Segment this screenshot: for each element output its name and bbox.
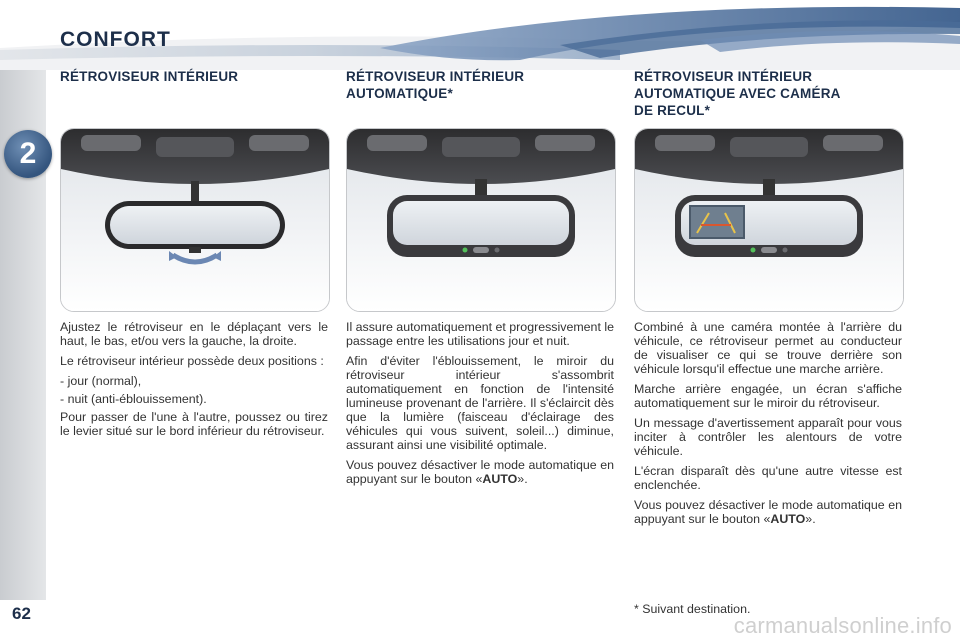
watermark: carmanualsonline.info xyxy=(733,613,952,638)
heading-line: AUTOMATIQUE AVEC CAMÉRA xyxy=(634,86,841,101)
heading-line: AUTOMATIQUE* xyxy=(346,86,453,101)
footnote: * Suivant destination. xyxy=(634,602,751,616)
page-number: 62 xyxy=(12,604,31,623)
col2-heading xyxy=(346,68,524,102)
paragraph xyxy=(634,498,902,526)
page-title: CONFORT xyxy=(60,28,171,51)
paragraph: Un message d'avertissement apparaît pour vous inciter à contrôler les alentours de votre véhicule. xyxy=(634,416,902,458)
list-item: - nuit (anti-éblouissement). xyxy=(60,392,207,406)
chapter-tab xyxy=(4,130,52,178)
paragraph: Afin d'éviter l'éblouissement, le miroir du rétroviseur intérieur s'assombrit automatiquement en fonction de l'intensité lumineuse provenant de l'arrière. Il s'éclaircit dès que la lumière (faisceau d'éclairage des véhicules qui vous suivent, soleil...) diminue, assurant ainsi une visibilité optimale. xyxy=(346,354,614,452)
heading-line: RÉTROVISEUR INTÉRIEUR xyxy=(346,69,525,84)
paragraph: Il assure automatiquement et progressivement le passage entre les utilisations jour et nuit. xyxy=(346,320,614,348)
col1-text xyxy=(60,320,328,444)
heading-line: DE RECUL* xyxy=(634,103,711,118)
auto-button-label: AUTO xyxy=(770,512,806,526)
text-run: Vous pouvez désactiver le mode automatique en appuyant sur le bouton « xyxy=(634,498,902,526)
heading-line: RÉTROVISEUR INTÉRIEUR xyxy=(634,69,813,84)
paragraph: L'écran disparaît dès qu'une autre vitesse est enclenchée. xyxy=(634,464,902,492)
mirror-manual-illustration xyxy=(60,128,330,312)
heading-line: RÉTROVISEUR INTÉRIEUR xyxy=(60,69,239,84)
text-run: Vous pouvez désactiver le mode automatique en appuyant sur le bouton « xyxy=(346,458,614,486)
col2-text xyxy=(346,320,614,492)
mirror-camera-illustration xyxy=(634,128,904,312)
col3-heading xyxy=(634,68,841,119)
auto-button-label: AUTO xyxy=(482,472,518,486)
text-run: ». xyxy=(517,472,528,486)
col1-heading xyxy=(60,68,238,85)
list-item: - jour (normal), xyxy=(60,374,142,388)
paragraph: Marche arrière engagée, un écran s'affiche automatiquement sur le miroir du rétroviseur. xyxy=(634,382,902,410)
paragraph: Pour passer de l'une à l'autre, poussez ou tirez le levier situé sur le bord inférieur du rétroviseur. xyxy=(60,410,328,438)
paragraph: Le rétroviseur intérieur possède deux positions : xyxy=(60,354,324,368)
paragraph: Ajustez le rétroviseur en le déplaçant vers le haut, le bas, et/ou vers la gauche, la droite. xyxy=(60,320,328,348)
paragraph: Combiné à une caméra montée à l'arrière du véhicule, ce rétroviseur permet au conducteur de visualiser ce qui se trouve derrière son véhicule lorsqu'il effectue une marche arrière. xyxy=(634,320,902,376)
chapter-number: 2 xyxy=(19,137,37,170)
mirror-automatic-illustration xyxy=(346,128,616,312)
text-run: ». xyxy=(805,512,816,526)
col3-text xyxy=(634,320,902,532)
paragraph xyxy=(346,458,614,486)
